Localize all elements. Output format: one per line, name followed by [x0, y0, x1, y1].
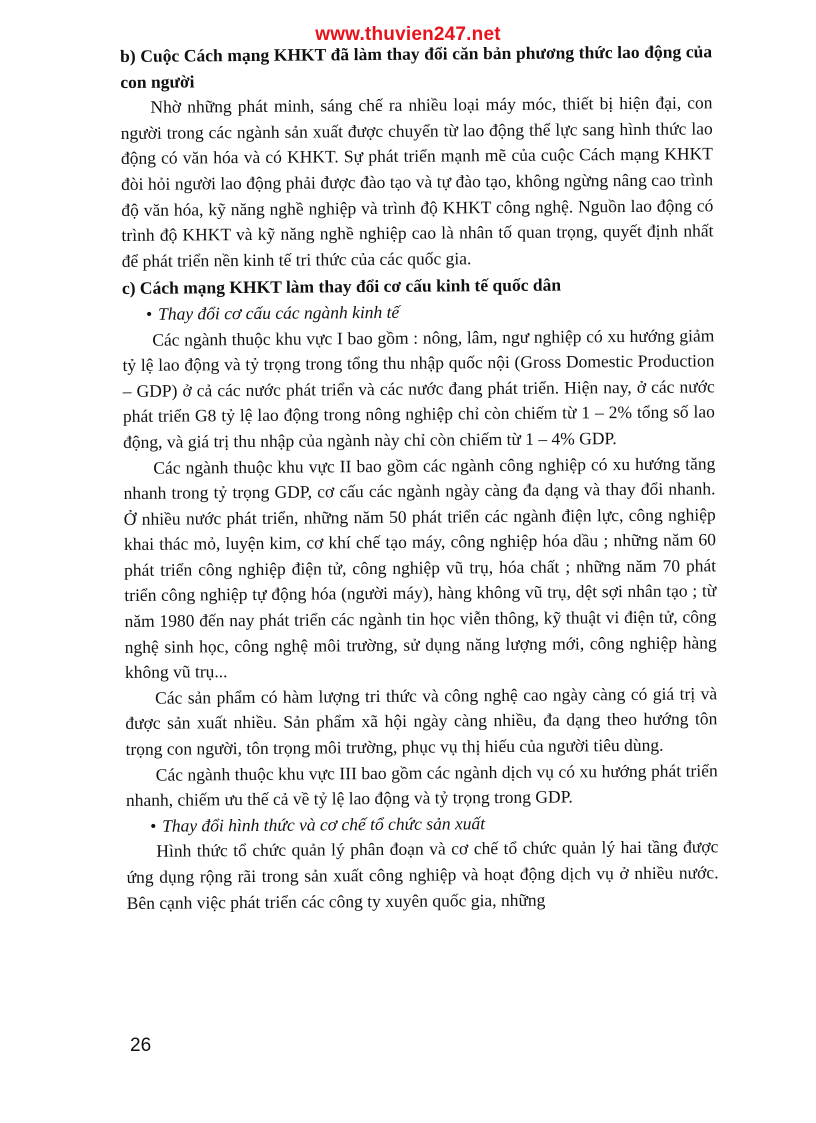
section-b-heading: b) Cuộc Cách mạng KHKT đã làm thay đổi căn bản phương thức lao động của con người	[120, 41, 713, 92]
paragraph-sector-2: Các ngành thuộc khu vực II bao gồm các ngành công nghiệp có xu hướng tăng nhanh trong tỷ trọng GDP, cơ cấu các ngành ngày càng đa dạng và thay đổi nhanh. Ở nhiều nước phát triển, những năm 50 phát triển các ngành điện lực, công nghiệp khai thác mỏ, luyện kim, cơ khí chế tạo máy, công nghiệp hóa dầu ; những năm 60 phát triển công nghiệp điện tử, công nghiệp vũ trụ, hóa chất ; những năm 70 phát triển công nghiệp tự động hóa (người máy), hàng không vũ trụ, dệt sợi nhân tạo ; từ năm 1980 đến nay phát triển các ngành tin học viễn thông, kỹ thuật vi điện tử, công nghệ sinh học, công nghệ môi trường, sử dụng năng lượng mới, công nghiệp hàng không vũ trụ...	[123, 452, 717, 683]
paragraph-sector-3: Các ngành thuộc khu vực III bao gồm các ngành dịch vụ có xu hướng phát triển nhanh, chiếm ưu thế cả về tỷ lệ lao động và tỷ trọng trong GDP.	[125, 759, 718, 811]
section-c-heading: c) Cách mạng KHKT làm thay đổi cơ cấu kinh tế quốc dân	[121, 274, 562, 299]
page-content	[120, 39, 719, 916]
paragraph-products: Các sản phẩm có hàm lượng tri thức và công nghệ cao ngày càng có giá trị và được sản xuất nhiều. Sản phẩm xã hội ngày càng nhiều, đa dạng theo hướng tôn trọng con người, tôn trọng môi trường, phục vụ thị hiếu của người tiêu dùng.	[125, 683, 718, 760]
paragraph-management: Hình thức tổ chức quản lý phân đoạn và cơ chế tổ chức quản lý hai tầng được ứng dụng rộng rãi trong sản xuất công nghiệp và hoạt động dịch vụ ở nhiều nước. Bên cạnh việc phát triển các công ty xuyên quốc gia, những	[126, 836, 719, 913]
section-b-paragraph: Nhờ những phát minh, sáng chế ra nhiều loại máy móc, thiết bị hiện đại, con người trong các ngành sản xuất được chuyển từ lao động thể lực sang hình thức lao động có văn hóa và có KHKT. Sự phát triển mạnh mẽ của cuộc Cách mạng KHKT đòi hỏi người lao động phải được đào tạo và tự đào tạo, không ngừng nâng cao trình độ văn hóa, kỹ năng nghề nghiệp và trình độ KHKT công nghệ. Nguồn lao động có trình độ KHKT và kỹ năng nghề nghiệp cao là nhân tố quan trọng, quyết định nhất để phát triển nền kinh tế tri thức của các quốc gia.	[120, 92, 714, 271]
bullet-icon: •	[150, 815, 157, 836]
paragraph-sector-1: Các ngành thuộc khu vực I bao gồm : nông, lâm, ngư nghiệp có xu hướng giảm tỷ lệ lao động và tỷ trọng trong tổng thu nhập quốc nội (Gross Domestic Production – GDP) ở cả các nước phát triển và các nước đang phát triển. Hiện nay, ở các nước phát triển G8 tỷ lệ lao động trong nông nghiệp chỉ còn chiếm từ 1 – 2% tổng số lao động, và giá trị thu nhập của ngành này chỉ còn chiếm từ 1 – 4% GDP.	[122, 324, 715, 452]
subheading-text: Thay đổi cơ cấu các ngành kinh tế	[158, 301, 400, 324]
bullet-icon: •	[146, 303, 153, 324]
subheading-text: Thay đổi hình thức và cơ chế tổ chức sản xuất	[162, 812, 486, 836]
site-watermark: www.thuvien247.net	[315, 24, 501, 45]
page-number: 26	[130, 1035, 152, 1056]
